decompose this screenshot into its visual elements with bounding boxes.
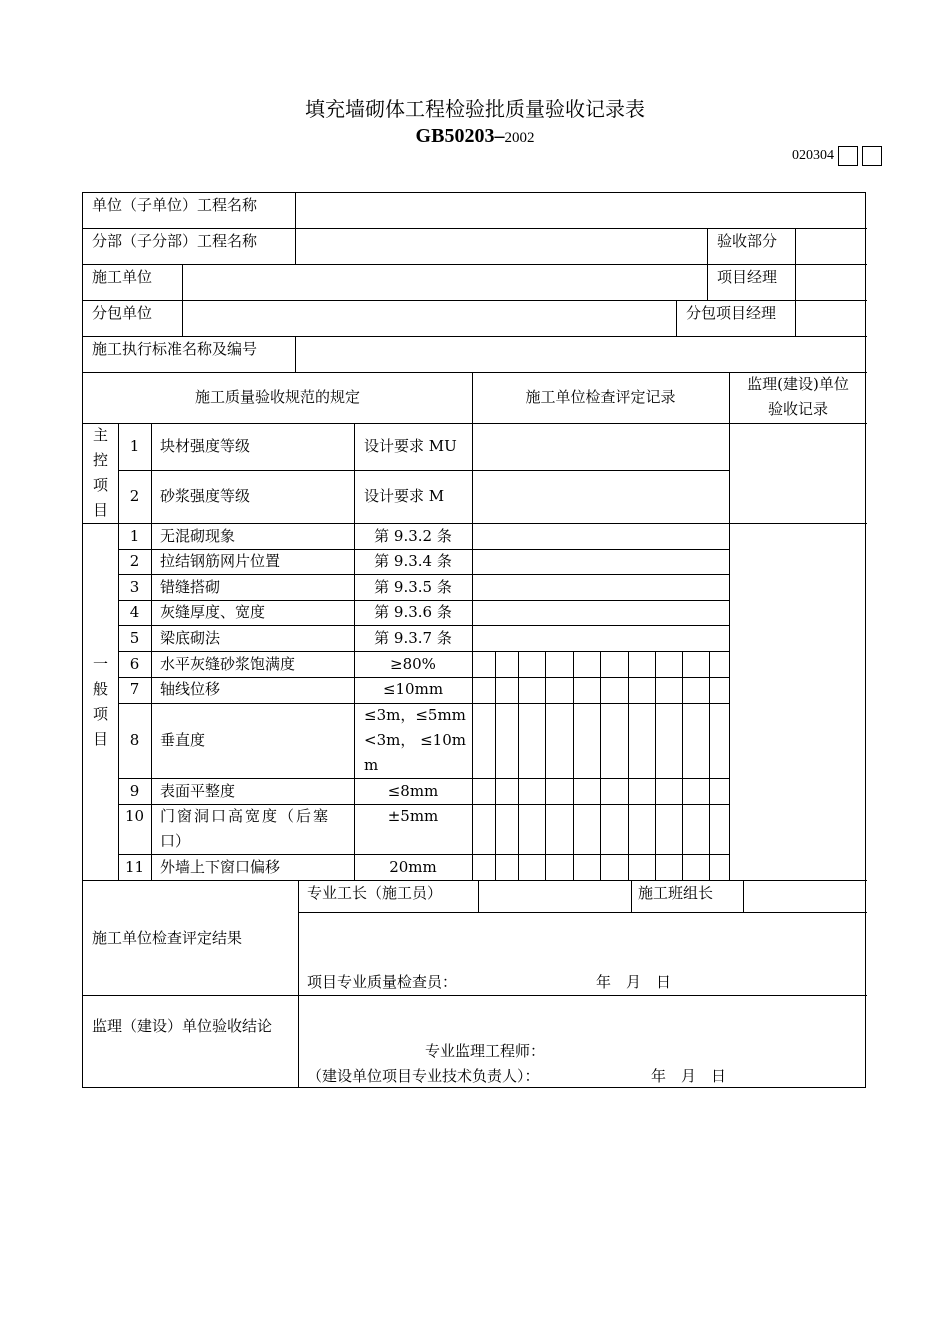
general-row-3-no: 3: [129, 578, 140, 596]
general-row-8-req-line-2: <3m， ≤10m: [364, 731, 466, 749]
general-row-10-name-line-2: 口）: [160, 832, 191, 850]
general-group-char-3: 项: [92, 705, 108, 723]
project-manager-label: 项目经理: [717, 268, 778, 286]
general-row-3-req: 第 9.3.5 条: [374, 578, 452, 596]
sub-pm-label: 分包项目经理: [686, 304, 777, 322]
supervision-column-header-1: 监理(建设)单位: [747, 375, 849, 393]
form-title: 填充墙砌体工程检验批质量验收记录表: [305, 97, 645, 121]
contractor-date-day: 日: [656, 973, 672, 991]
general-row-2-name: 拉结钢筋网片位置: [160, 552, 281, 570]
inspection-part-label: 验收部分: [717, 232, 778, 250]
general-row-7-req: ≤10mm: [382, 680, 444, 698]
main-row-1-req: 设计要求 MU: [364, 437, 457, 455]
general-row-2-no: 2: [129, 552, 140, 570]
main-group-char-1: 主: [92, 426, 108, 444]
main-group-char-2: 控: [92, 451, 108, 469]
form-code-box-2[interactable]: [862, 146, 882, 166]
main-row-2-no: 2: [129, 487, 140, 505]
general-row-6-no: 6: [129, 655, 140, 673]
main-group-char-4: 目: [92, 501, 108, 519]
general-group-char-4: 目: [92, 730, 108, 748]
main-group-char-3: 项: [92, 476, 108, 494]
contractor-label: 施工单位: [92, 268, 153, 286]
general-row-4-req: 第 9.3.6 条: [374, 603, 452, 621]
general-group-char-2: 般: [92, 680, 108, 698]
general-row-1-req: 第 9.3.2 条: [374, 527, 452, 545]
contractor-date-month: 月: [626, 973, 642, 991]
general-row-1-no: 1: [129, 527, 140, 545]
contractor-result-label: 施工单位检查评定结果: [92, 929, 243, 947]
general-row-2-req: 第 9.3.4 条: [374, 552, 452, 570]
main-row-2-name: 砂浆强度等级: [160, 487, 251, 505]
main-row-1-no: 1: [129, 437, 140, 455]
general-row-10-no: 10: [124, 807, 145, 825]
supervision-date-day: 日: [711, 1067, 727, 1085]
form-code: [792, 146, 882, 166]
general-row-11-no: 11: [124, 858, 145, 876]
division-label: 分部（子分部）工程名称: [92, 232, 258, 250]
check-column-header: 施工单位检查评定记录: [525, 388, 676, 406]
general-row-4-no: 4: [129, 603, 140, 621]
general-row-10-name-line-1: 门窗洞口高宽度（后塞: [160, 807, 331, 825]
general-row-3-name: 错缝搭砌: [160, 578, 221, 596]
owner-rep-label: （建设单位项目专业技术负责人）：: [307, 1067, 540, 1085]
general-row-5-no: 5: [129, 629, 140, 647]
standard-dash: –: [494, 125, 505, 147]
general-row-7-no: 7: [129, 680, 140, 698]
general-row-8-no: 8: [129, 731, 140, 749]
standard-label: 施工执行标准名称及编号: [92, 340, 258, 358]
general-row-8-req-line-1: ≤3m，≤5mm: [364, 706, 466, 724]
general-row-6-name: 水平灰缝砂浆饱满度: [160, 655, 296, 673]
inspection-sheet: [82, 192, 866, 1088]
general-row-1-name: 无混砌现象: [160, 527, 236, 545]
general-row-11-req: 20mm: [389, 858, 437, 876]
foreman-label: 专业工长（施工员）: [307, 884, 443, 902]
unit-project-label: 单位（子单位）工程名称: [92, 196, 258, 214]
standard-main: GB50203: [415, 125, 495, 147]
general-row-9-req: ≤8mm: [387, 782, 439, 800]
supervision-date-year: 年: [651, 1067, 667, 1085]
general-group-char-1: 一: [92, 655, 108, 673]
quality-inspector-label: 项目专业质量检查员：: [307, 973, 458, 991]
general-row-5-name: 梁底砌法: [160, 629, 221, 647]
general-row-10-req: ±5mm: [387, 807, 439, 825]
supervising-engineer-label: 专业监理工程师：: [425, 1042, 546, 1060]
general-row-9-no: 9: [129, 782, 140, 800]
main-row-1-name: 块材强度等级: [160, 437, 251, 455]
general-row-11-name: 外墙上下窗口偏移: [160, 858, 281, 876]
supervision-date-month: 月: [681, 1067, 697, 1085]
general-row-5-req: 第 9.3.7 条: [374, 629, 452, 647]
subcontractor-label: 分包单位: [92, 304, 153, 322]
standard-year: 2002: [504, 130, 535, 146]
team-leader-label: 施工班组长: [638, 884, 714, 902]
supervision-result-label: 监理（建设）单位验收结论: [92, 1017, 273, 1035]
form-code-number: 020304: [792, 148, 834, 163]
general-row-8-req-line-3: m: [364, 756, 379, 774]
general-row-4-name: 灰缝厚度、宽度: [160, 603, 266, 621]
main-row-2-req: 设计要求 M: [364, 487, 445, 505]
general-row-6-req: ≥80%: [390, 655, 436, 673]
general-row-7-name: 轴线位移: [160, 680, 221, 698]
spec-column-header: 施工质量验收规范的规定: [194, 388, 360, 406]
general-row-9-name: 表面平整度: [160, 782, 236, 800]
contractor-date-year: 年: [596, 973, 612, 991]
general-row-8-name: 垂直度: [160, 731, 206, 749]
supervision-column-header-2: 验收记录: [767, 400, 828, 418]
form-code-box-1[interactable]: [838, 146, 858, 166]
